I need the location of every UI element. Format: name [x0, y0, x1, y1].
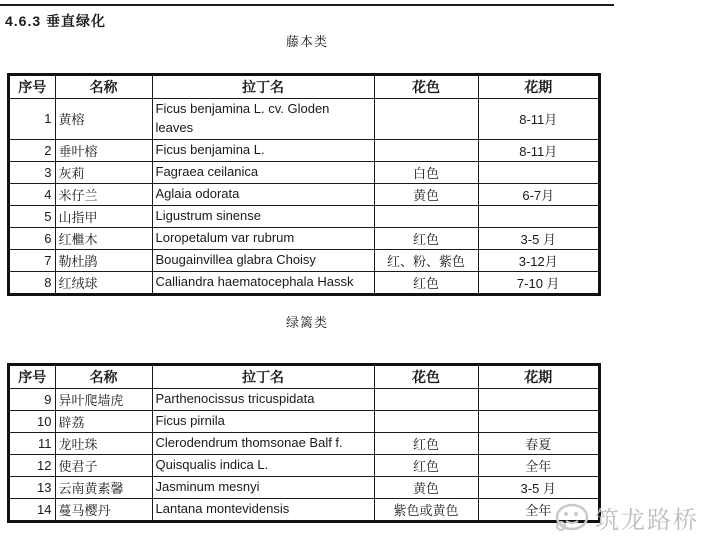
- table-row: [9, 455, 599, 477]
- cell-name: 蔓马樱丹: [55, 499, 152, 522]
- cell-no: 11: [9, 433, 55, 455]
- cell-no: 5: [9, 205, 55, 227]
- cell-period: 3-5 月: [478, 227, 599, 249]
- table-header-row: [9, 75, 599, 99]
- table-row: [9, 99, 599, 140]
- cell-latin: Calliandra haematocephala Hassk: [152, 271, 374, 294]
- cell-name: 米仔兰: [55, 183, 152, 205]
- header-no: 序号: [9, 75, 55, 99]
- cell-name: 黄榕: [55, 99, 152, 140]
- cell-no: 13: [9, 477, 55, 499]
- cell-period: 全年: [478, 499, 599, 522]
- table1-subtitle: 藤本类: [285, 34, 328, 49]
- header-no: 序号: [9, 365, 55, 389]
- table-row: [9, 389, 599, 411]
- cell-period: [478, 389, 599, 411]
- cell-color: [374, 99, 478, 140]
- cell-name: 垂叶榕: [55, 139, 152, 161]
- cell-latin: Ficus benjamina L. cv. Gloden leaves: [152, 99, 374, 140]
- top-rule-line: [0, 4, 614, 6]
- cell-name: 异叶爬墙虎: [55, 389, 152, 411]
- cell-period: 8-11月: [478, 99, 599, 140]
- cell-name: 辟荔: [55, 411, 152, 433]
- cell-color: 紫色或黄色: [374, 499, 478, 522]
- table-row: [9, 271, 599, 294]
- cell-no: 2: [9, 139, 55, 161]
- cell-name: 勒杜鹃: [55, 249, 152, 271]
- hedge-plants-table: [8, 364, 600, 522]
- table-row: [9, 183, 599, 205]
- table-row: [9, 499, 599, 522]
- header-name: 名称: [55, 365, 152, 389]
- header-color: 花色: [374, 365, 478, 389]
- header-name: 名称: [55, 75, 152, 99]
- cell-name: 红檵木: [55, 227, 152, 249]
- cell-color: 红色: [374, 433, 478, 455]
- cell-no: 6: [9, 227, 55, 249]
- table-row: [9, 227, 599, 249]
- cell-name: 灰莉: [55, 161, 152, 183]
- cell-latin: Clerodendrum thomsonae Balf f.: [152, 433, 374, 455]
- header-latin: 拉丁名: [152, 75, 374, 99]
- cell-period: [478, 411, 599, 433]
- cell-no: 10: [9, 411, 55, 433]
- cell-no: 12: [9, 455, 55, 477]
- zhulong-logo-icon: [551, 501, 591, 535]
- cell-latin: Fagraea ceilanica: [152, 161, 374, 183]
- cell-period: 6-7月: [478, 183, 599, 205]
- cell-latin: Bougainvillea glabra Choisy: [152, 249, 374, 271]
- header-period: 花期: [478, 365, 599, 389]
- cell-color: 红、粉、紫色: [374, 249, 478, 271]
- cell-color: [374, 139, 478, 161]
- cell-color: 黄色: [374, 477, 478, 499]
- table-row: [9, 205, 599, 227]
- cell-period: 8-11月: [478, 139, 599, 161]
- cell-latin: Ficus pirnila: [152, 411, 374, 433]
- cell-latin: Loropetalum var rubrum: [152, 227, 374, 249]
- cell-color: [374, 205, 478, 227]
- cell-color: 黄色: [374, 183, 478, 205]
- cell-name: 红绒球: [55, 271, 152, 294]
- watermark: [551, 500, 699, 535]
- section-heading: 4.6.3 垂直绿化: [5, 13, 107, 29]
- cell-name: 山指甲: [55, 205, 152, 227]
- cell-period: 3-12月: [478, 249, 599, 271]
- cell-no: 9: [9, 389, 55, 411]
- cell-no: 8: [9, 271, 55, 294]
- cell-latin: Ligustrum sinense: [152, 205, 374, 227]
- cell-no: 14: [9, 499, 55, 522]
- cell-latin: Ficus benjamina L.: [152, 139, 374, 161]
- cell-color: 红色: [374, 227, 478, 249]
- cell-color: [374, 411, 478, 433]
- cell-latin: Quisqualis indica L.: [152, 455, 374, 477]
- table-row: [9, 161, 599, 183]
- cell-no: 1: [9, 99, 55, 140]
- cell-name: 龙吐珠: [55, 433, 152, 455]
- table2-subtitle: 绿篱类: [285, 315, 328, 330]
- cell-color: [374, 389, 478, 411]
- cell-name: 云南黄素馨: [55, 477, 152, 499]
- table-row: [9, 249, 599, 271]
- cell-period: 春夏: [478, 433, 599, 455]
- cell-no: 3: [9, 161, 55, 183]
- cell-period: [478, 205, 599, 227]
- cell-latin: Aglaia odorata: [152, 183, 374, 205]
- cell-period: 3-5 月: [478, 477, 599, 499]
- cell-latin: Jasminum mesnyi: [152, 477, 374, 499]
- cell-name: 使君子: [55, 455, 152, 477]
- header-color: 花色: [374, 75, 478, 99]
- table-row: [9, 477, 599, 499]
- cell-period: 全年: [478, 455, 599, 477]
- watermark-text: 筑龙路桥: [595, 507, 699, 534]
- climbing-plants-table: [8, 74, 600, 295]
- header-period: 花期: [478, 75, 599, 99]
- table-row: [9, 433, 599, 455]
- cell-period: [478, 161, 599, 183]
- cell-period: 7-10 月: [478, 271, 599, 294]
- table-row: [9, 139, 599, 161]
- cell-color: 白色: [374, 161, 478, 183]
- cell-color: 红色: [374, 271, 478, 294]
- cell-no: 7: [9, 249, 55, 271]
- cell-latin: Lantana montevidensis: [152, 499, 374, 522]
- cell-color: 红色: [374, 455, 478, 477]
- cell-no: 4: [9, 183, 55, 205]
- cell-latin: Parthenocissus tricuspidata: [152, 389, 374, 411]
- header-latin: 拉丁名: [152, 365, 374, 389]
- table-row: [9, 411, 599, 433]
- table-header-row: [9, 365, 599, 389]
